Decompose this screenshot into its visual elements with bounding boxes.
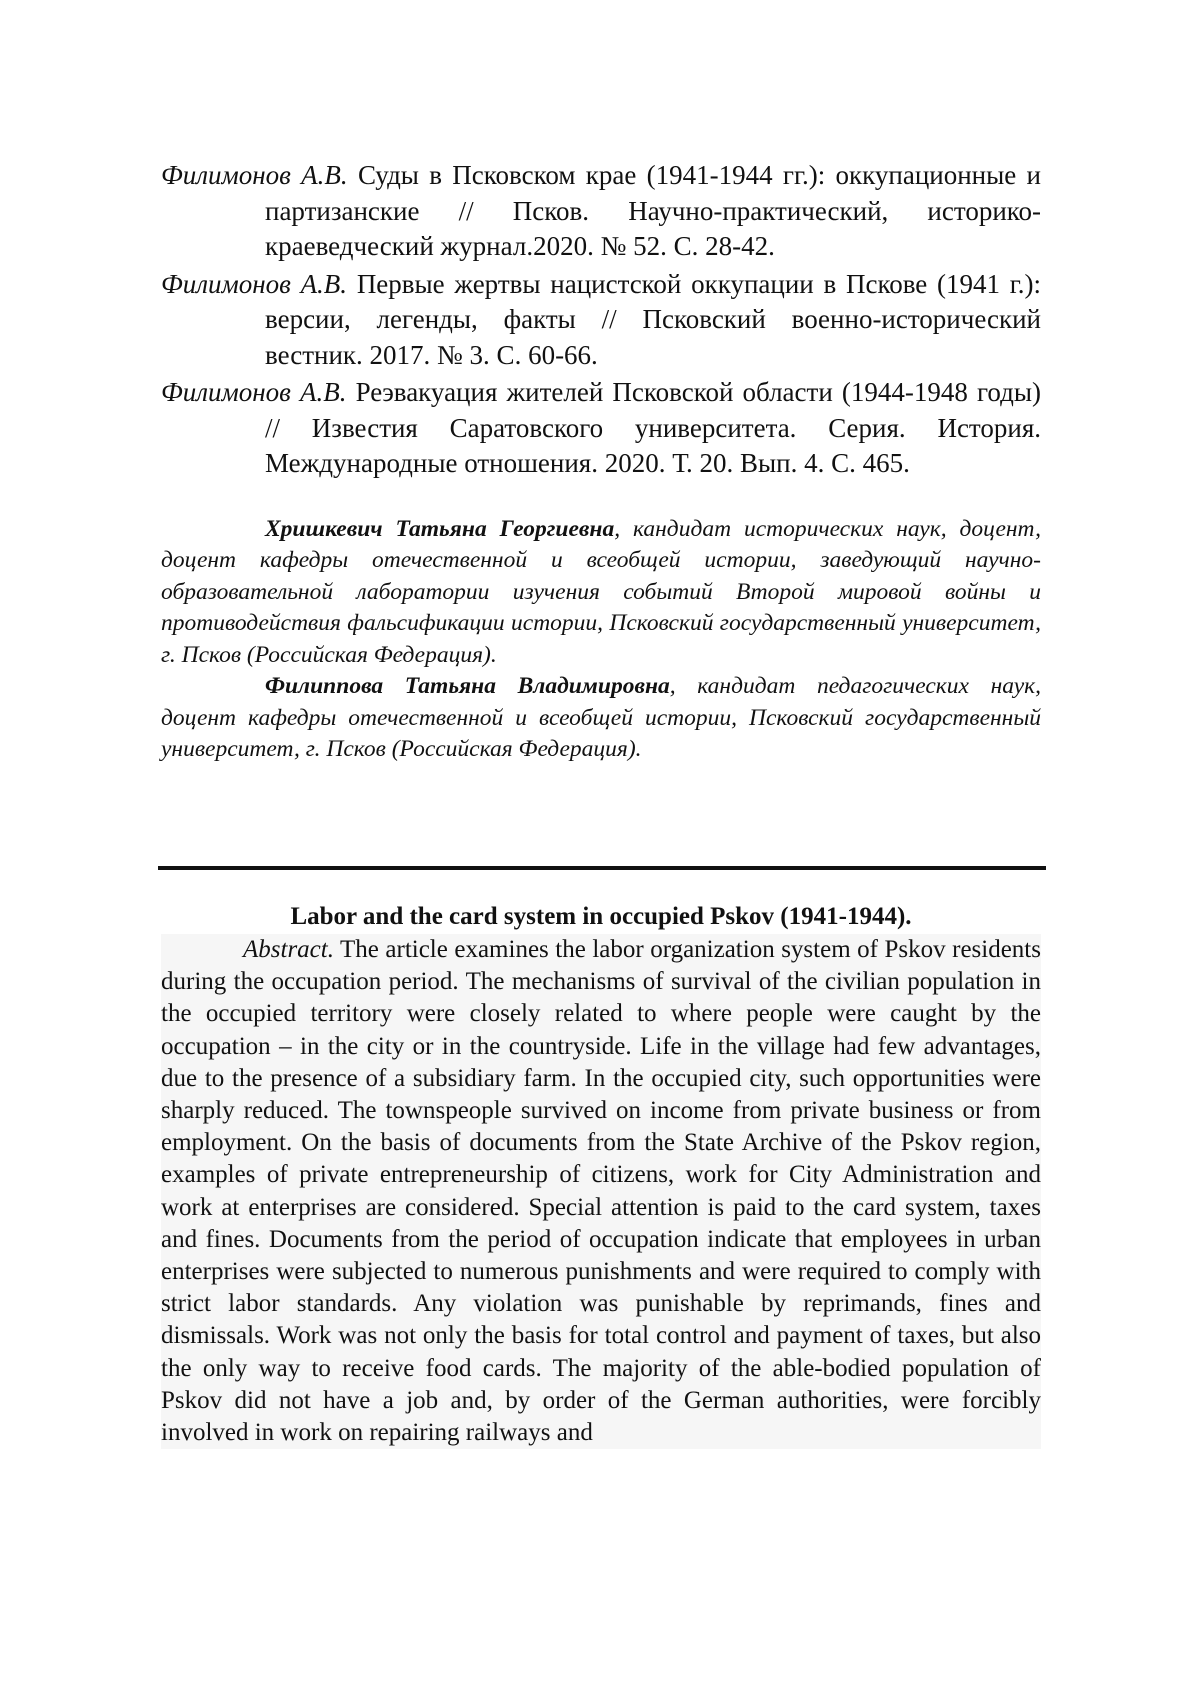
reference-item [161, 375, 1041, 482]
author-info [161, 671, 1041, 766]
author-name: Филиппова Татьяна Владимировна [265, 673, 670, 699]
reference-author: Филимонов А.В. [161, 160, 348, 190]
section-divider [158, 866, 1046, 870]
reference-text: Реэвакуация жителей Псковской области (1944-1948 годы) // Известия Саратовского университета. Серия. История. Международные отношения. 2020. Т. 20. Вып. 4. С. 465. [265, 377, 1041, 478]
author-info-block [161, 514, 1041, 766]
reference-text: Суды в Псковском крае (1941-1944 гг.): оккупационные и партизанские // Псков. Научно-практический, историко-краеведческий журнал.2020. № 52. С. 28-42. [265, 160, 1041, 261]
author-details: , кандидат исторических наук, доцент, доцент кафедры отечественной и всеобщей истории, заведующий научно-образовательной лаборатории изучения событий Второй мировой войны и противодействия фальсификации истории, Псковский государственный университет, г. Псков (Российская Федерация). [161, 516, 1041, 668]
abstract-label: Abstract. [243, 936, 334, 963]
references-section [161, 158, 1041, 766]
reference-author: Филимонов А.В. [161, 269, 347, 299]
author-name: Хришкевич Татьяна Георгиевна [265, 516, 614, 542]
reference-item [161, 267, 1041, 374]
article-title-en: Labor and the card system in occupied Pskov (1941-1944). [161, 900, 1041, 934]
author-details: , кандидат педагогических наук, доцент кафедры отечественной и всеобщей истории, Псковский государственный университет, г. Псков (Российская Федерация). [161, 673, 1041, 762]
reference-item [161, 158, 1041, 265]
abstract-paragraph [161, 934, 1041, 1449]
reference-author: Филимонов А.В. [161, 377, 346, 407]
abstract-text: The article examines the labor organization system of Pskov residents during the occupation period. The mechanisms of survival of the civilian population in the occupied territory were closely related to where people were caught by the occupation – in the city or in the countryside. Life in the village had few advantages, due to the presence of a subsidiary farm. In the occupied city, such opportunities were sharply reduced. The townspeople survived on income from private business or from employment. On the basis of documents from the State Archive of the Pskov region, examples of private entrepreneurship of citizens, work for City Administration and work at enterprises are considered. Special attention is paid to the card system, taxes and fines. Documents from the period of occupation indicate that employees in urban enterprises were subjected to numerous punishments and were required to comply with strict labor standards. Any violation was punishable by reprimands, fines and dismissals. Work was not only the basis for total control and payment of taxes, but also the only way to receive food cards. The majority of the able-bodied population of Pskov did not have a job and, by order of the German authorities, were forcibly involved in work on repairing railways and [161, 936, 1041, 1446]
author-info [161, 514, 1041, 672]
reference-text: Первые жертвы нацистской оккупации в Пскове (1941 г.): версии, легенды, факты // Псковский военно-исторический вестник. 2017. № 3. С. 60-66. [265, 269, 1041, 370]
english-abstract-section [161, 900, 1041, 1449]
